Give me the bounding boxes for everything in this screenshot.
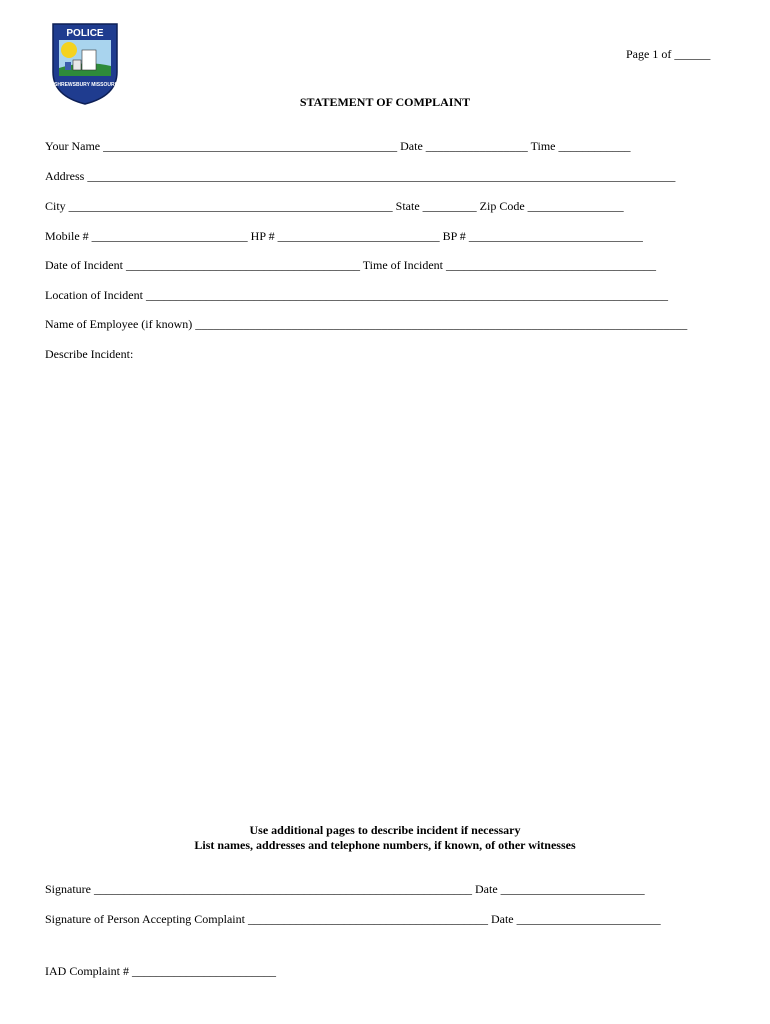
date-label: Date: [400, 139, 423, 153]
describe-incident-area[interactable]: [45, 366, 725, 806]
signature-label: Signature: [45, 882, 91, 896]
location-label: Location of Incident: [45, 288, 143, 302]
time-of-incident-field[interactable]: ___________________________________: [445, 258, 656, 272]
state-field[interactable]: _________: [422, 199, 477, 213]
row-incident-date-time: [45, 258, 656, 273]
page-number-label: Page 1 of ______: [626, 47, 711, 61]
row-employee: [45, 317, 687, 332]
iad-complaint-field[interactable]: ________________________: [132, 964, 276, 978]
address-field[interactable]: __________________________________________________________________________________________________: [87, 169, 676, 183]
accepting-signature-field[interactable]: ________________________________________: [247, 912, 488, 926]
describe-incident-label: Describe Incident:: [45, 347, 134, 361]
time-label: Time: [530, 139, 556, 153]
note-list-witnesses: List names, addresses and telephone numbers, if known, of other witnesses: [194, 838, 576, 852]
mobile-field[interactable]: __________________________: [91, 229, 248, 243]
signature-date-field[interactable]: ________________________: [500, 882, 645, 896]
row-accepting-signature: [45, 912, 661, 927]
your-name-label: Your Name: [45, 139, 101, 153]
bp-field[interactable]: _____________________________: [468, 229, 643, 243]
hp-field[interactable]: ___________________________: [277, 229, 440, 243]
accepting-date-field[interactable]: ________________________: [516, 912, 661, 926]
form-title: STATEMENT OF COMPLAINT: [299, 95, 471, 109]
employee-label: Name of Employee (if known): [45, 317, 193, 331]
row-city-state-zip: [45, 199, 624, 214]
row-location: [45, 288, 668, 303]
logo-bottom-text: SHREWSBURY MISSOURI: [54, 82, 116, 88]
logo-top-text: POLICE: [66, 28, 104, 39]
state-label: State: [395, 199, 420, 213]
date-of-incident-field[interactable]: _______________________________________: [125, 258, 360, 272]
row-name-date-time: [45, 139, 630, 154]
time-of-incident-label: Time of Incident: [362, 258, 443, 272]
row-signature: [45, 882, 645, 897]
iad-complaint-label: IAD Complaint #: [45, 964, 129, 978]
address-label: Address: [45, 169, 85, 183]
note-additional-pages: Use additional pages to describe incident if necessary: [249, 823, 521, 837]
city-label: City: [45, 199, 66, 213]
row-iad-complaint: [45, 964, 276, 979]
city-field[interactable]: ______________________________________________________: [68, 199, 393, 213]
location-field[interactable]: _______________________________________________________________________________________: [145, 288, 668, 302]
row-phones: [45, 229, 643, 244]
your-name-field[interactable]: _________________________________________________: [103, 139, 398, 153]
accepting-date-label: Date: [490, 912, 514, 926]
accepting-signature-label: Signature of Person Accepting Complaint: [45, 912, 245, 926]
employee-field[interactable]: __________________________________________________________________________________: [195, 317, 688, 331]
signature-field[interactable]: _______________________________________________________________: [94, 882, 472, 896]
row-address: [45, 169, 675, 184]
hp-label: HP #: [250, 229, 275, 243]
zip-label: Zip Code: [479, 199, 525, 213]
signature-date-label: Date: [475, 882, 498, 896]
bp-label: BP #: [442, 229, 466, 243]
time-field[interactable]: ____________: [558, 139, 631, 153]
date-of-incident-label: Date of Incident: [45, 258, 123, 272]
zip-field[interactable]: ________________: [527, 199, 624, 213]
date-field[interactable]: _________________: [425, 139, 528, 153]
police-shield-logo: [49, 20, 121, 106]
mobile-label: Mobile #: [45, 229, 89, 243]
